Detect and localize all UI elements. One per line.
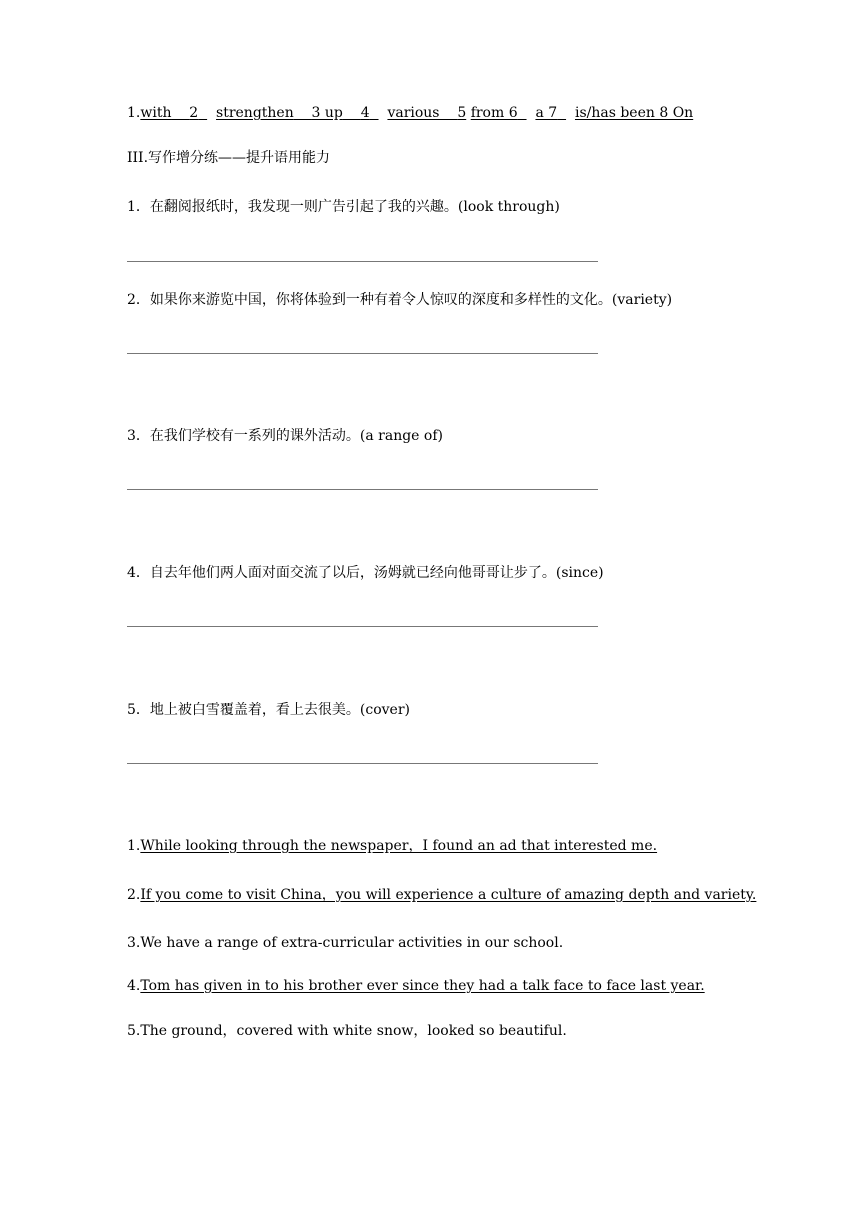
answer-blank-8: from 6 xyxy=(470,105,518,121)
answer-blank-2: 2 xyxy=(189,105,199,121)
answer-line-top xyxy=(127,104,693,122)
answer-rule-3 xyxy=(127,489,598,490)
answer-rule-4 xyxy=(127,626,598,627)
answer-rule-2 xyxy=(127,353,598,354)
answer-3-text: We have a range of extra-curricular activities in our school. xyxy=(140,935,564,951)
answer-rule-5 xyxy=(127,763,598,764)
answer-prefix: 1. xyxy=(127,105,141,121)
answer-2-text: If you come to visit China，you will experience a culture of amazing depth and variety. xyxy=(140,887,757,903)
answer-blank-6: various xyxy=(387,105,440,121)
question-2: 2．如果你来游览中国，你将体验到一种有着令人惊叹的深度和多样性的文化。(variety) xyxy=(127,292,673,308)
answer-blank-10: is/has been 8 On xyxy=(574,105,694,121)
answer-blank-1: with xyxy=(140,105,172,121)
question-3: 3．在我们学校有一系列的课外活动。(a range of) xyxy=(127,428,443,444)
answer-blank-5: 4 xyxy=(360,105,370,121)
answer-5-text: The ground，covered with white snow，looked so beautiful. xyxy=(140,1023,567,1039)
answer-4: 4.Tom has given in to his brother ever since they had a talk face to face last year. xyxy=(127,978,705,994)
answer-rule-1 xyxy=(127,261,598,262)
question-5: 5．地上被白雪覆盖着，看上去很美。(cover) xyxy=(127,702,410,718)
answer-2: 2.If you come to visit China，you will experience a culture of amazing depth and variety. xyxy=(127,887,757,903)
answer-1: 1.While looking through the newspaper，I found an ad that interested me. xyxy=(127,838,658,854)
answer-4-text: Tom has given in to his brother ever since they had a talk face to face last year. xyxy=(140,978,705,994)
answer-blank-3: strengthen xyxy=(216,105,294,121)
section-heading: III.写作增分练——提升语用能力 xyxy=(127,150,331,166)
question-4: 4．自去年他们两人面对面交流了以后，汤姆就已经向他哥哥让步了。(since) xyxy=(127,565,604,581)
answer-3: 3.We have a range of extra-curricular activities in our school. xyxy=(127,935,564,951)
question-1: 1．在翻阅报纸时，我发现一则广告引起了我的兴趣。(look through) xyxy=(127,199,560,215)
answer-blank-7: 5 xyxy=(457,105,467,121)
answer-blank-9: a 7 xyxy=(535,105,558,121)
answer-blank-4: 3 up xyxy=(311,105,343,121)
answer-1-text: While looking through the newspaper，I found an ad that interested me. xyxy=(140,838,658,854)
answer-5: 5.The ground，covered with white snow，looked so beautiful. xyxy=(127,1023,567,1039)
